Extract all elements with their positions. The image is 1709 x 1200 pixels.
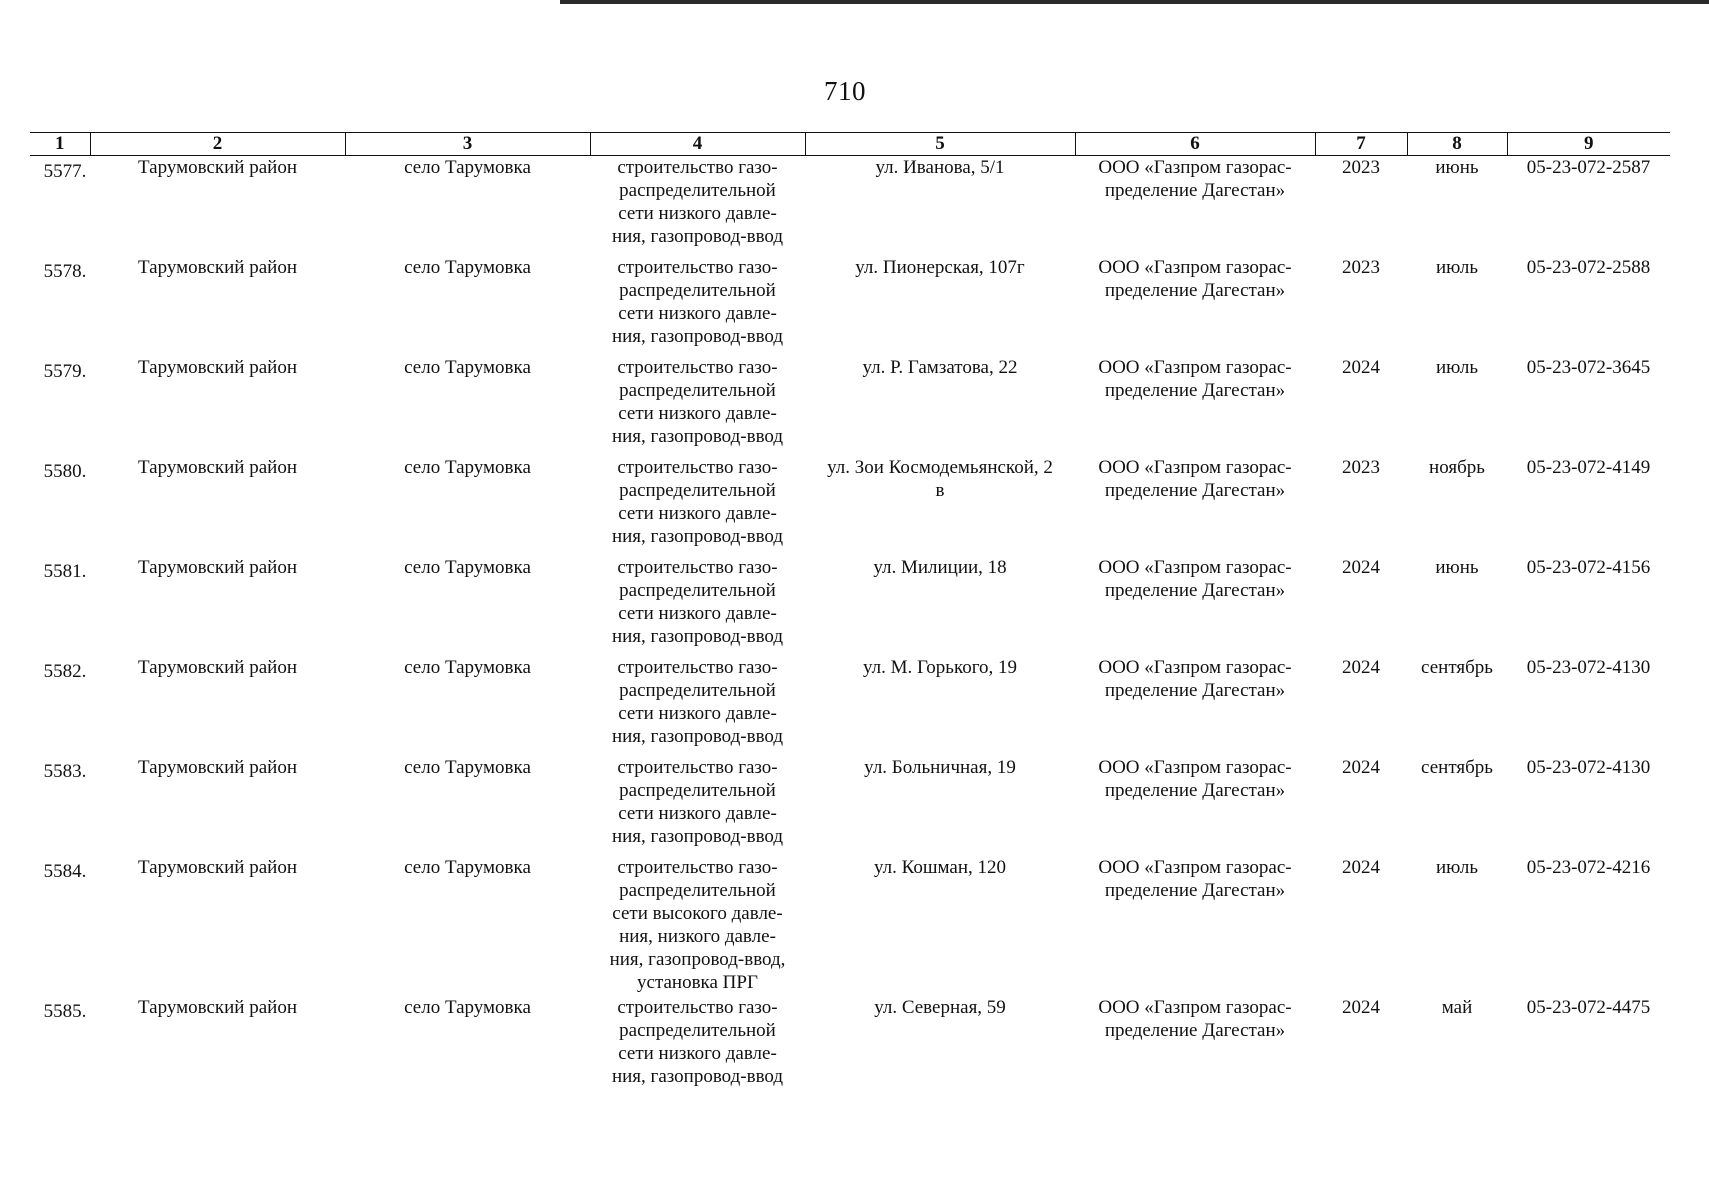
row-number: 5584. (43, 860, 87, 882)
table-row (30, 856, 1670, 996)
address-cell-line: в (935, 479, 945, 501)
work-description-cell-line: распределительной (619, 279, 776, 301)
table-row (30, 156, 1670, 256)
work-description-cell-line: сети низкого давле- (618, 302, 777, 324)
row-number: 5581. (43, 560, 87, 582)
page-top-edge (560, 0, 1709, 4)
column-header: 3 (345, 133, 590, 156)
organization-cell-line: ООО «Газпром газорас- (1098, 656, 1292, 678)
district-cell: Тарумовский район (138, 856, 297, 878)
column-header: 4 (590, 133, 805, 156)
organization-cell (1075, 656, 1315, 756)
district-cell: Тарумовский район (138, 157, 297, 178)
address-cell-line: ул. Зои Космодемьянской, 2 (827, 456, 1053, 478)
table-row (30, 456, 1670, 556)
year-cell: 2023 (1342, 157, 1380, 178)
organization-cell-line: ООО «Газпром газорас- (1098, 157, 1292, 178)
organization-cell (1075, 996, 1315, 1096)
work-description-cell-line: распределительной (619, 879, 776, 901)
work-description-cell-line: сети низкого давле- (618, 502, 777, 524)
address-cell (805, 756, 1075, 856)
work-description-cell-line: сети низкого давле- (618, 802, 777, 824)
work-description-cell (590, 156, 805, 256)
organization-cell-line: пределение Дагестан» (1104, 579, 1286, 601)
work-description-cell-line: ния, низкого давле- (619, 925, 776, 947)
organization-cell (1075, 256, 1315, 356)
column-header: 2 (90, 133, 345, 156)
organization-cell-line: пределение Дагестан» (1104, 779, 1286, 801)
organization-cell (1075, 756, 1315, 856)
code-cell: 05-23-072-2587 (1526, 157, 1651, 178)
organization-cell-line: пределение Дагестан» (1104, 1019, 1286, 1041)
organization-cell (1075, 456, 1315, 556)
work-description-cell-line: ния, газопровод-ввод (611, 625, 784, 647)
year-cell: 2024 (1342, 556, 1380, 578)
work-description-cell (590, 996, 805, 1096)
row-number: 5578. (43, 260, 87, 282)
table-row (30, 996, 1670, 1096)
work-description-cell-line: строительство газо- (617, 656, 778, 678)
year-cell: 2024 (1342, 656, 1380, 678)
work-description-cell-line: ния, газопровод-ввод (611, 226, 784, 247)
work-description-cell-line: сети низкого давле- (618, 1042, 777, 1064)
organization-cell-line: пределение Дагестан» (1104, 180, 1286, 201)
year-cell: 2024 (1342, 856, 1380, 878)
address-cell (805, 856, 1075, 996)
organization-cell-line: ООО «Газпром газорас- (1098, 356, 1292, 378)
work-description-cell-line: сети низкого давле- (618, 702, 777, 724)
work-description-cell-line: ния, газопровод-ввод (611, 1065, 784, 1087)
district-cell: Тарумовский район (138, 996, 297, 1018)
address-cell (805, 556, 1075, 656)
address-cell (805, 356, 1075, 456)
address-cell (805, 156, 1075, 256)
year-cell: 2023 (1342, 256, 1380, 278)
table-row (30, 556, 1670, 656)
organization-cell (1075, 356, 1315, 456)
work-description-cell-line: строительство газо- (617, 996, 778, 1018)
work-description-cell-line: распределительной (619, 479, 776, 501)
settlement-cell: село Тарумовка (404, 996, 531, 1018)
work-description-cell-line: ния, газопровод-ввод (611, 825, 784, 847)
work-description-cell-line: установка ПРГ (637, 971, 758, 993)
settlement-cell: село Тарумовка (404, 356, 531, 378)
work-description-cell-line: распределительной (619, 180, 776, 201)
row-number: 5577. (43, 161, 87, 182)
address-cell-line: ул. Иванова, 5/1 (875, 157, 1005, 178)
row-number: 5580. (43, 460, 87, 482)
organization-cell-line: ООО «Газпром газорас- (1098, 996, 1292, 1018)
settlement-cell: село Тарумовка (404, 157, 531, 178)
month-cell: июль (1435, 256, 1479, 278)
work-description-cell-line: ния, газопровод-ввод (611, 525, 784, 547)
month-cell: июнь (1435, 556, 1479, 578)
work-description-cell (590, 756, 805, 856)
year-cell: 2024 (1342, 756, 1380, 778)
organization-cell-line: ООО «Газпром газорас- (1098, 556, 1292, 578)
column-header: 5 (805, 133, 1075, 156)
work-description-cell-line: сети низкого давле- (618, 602, 777, 624)
month-cell: июль (1435, 356, 1479, 378)
address-cell (805, 456, 1075, 556)
work-description-cell (590, 656, 805, 756)
work-description-cell (590, 556, 805, 656)
work-description-cell-line: сети низкого давле- (618, 402, 777, 424)
registry-table (30, 132, 1670, 1096)
settlement-cell: село Тарумовка (404, 756, 531, 778)
work-description-cell-line: строительство газо- (617, 356, 778, 378)
code-cell: 05-23-072-4156 (1526, 556, 1651, 578)
month-cell: сентябрь (1421, 656, 1493, 678)
row-number: 5583. (43, 760, 87, 782)
work-description-cell-line: строительство газо- (617, 556, 778, 578)
work-description-cell (590, 256, 805, 356)
organization-cell-line: пределение Дагестан» (1104, 679, 1286, 701)
month-cell: июнь (1435, 157, 1479, 178)
work-description-cell-line: распределительной (619, 679, 776, 701)
column-header: 7 (1315, 133, 1407, 156)
organization-cell-line: ООО «Газпром газорас- (1098, 256, 1292, 278)
table-row (30, 756, 1670, 856)
column-header: 1 (30, 133, 90, 156)
address-cell-line: ул. Р. Гамзатова, 22 (862, 356, 1018, 378)
code-cell: 05-23-072-4216 (1526, 856, 1651, 878)
year-cell: 2024 (1342, 996, 1380, 1018)
work-description-cell-line: строительство газо- (617, 456, 778, 478)
code-cell: 05-23-072-4130 (1526, 756, 1651, 778)
code-cell: 05-23-072-4149 (1526, 456, 1651, 478)
code-cell: 05-23-072-3645 (1526, 356, 1651, 378)
month-cell: май (1441, 996, 1473, 1018)
address-cell-line: ул. Больничная, 19 (864, 756, 1016, 778)
month-cell: июль (1435, 856, 1479, 878)
work-description-cell-line: ния, газопровод-ввод (611, 425, 784, 447)
organization-cell (1075, 156, 1315, 256)
address-cell (805, 256, 1075, 356)
organization-cell-line: ООО «Газпром газорас- (1098, 856, 1292, 878)
organization-cell-line: пределение Дагестан» (1104, 379, 1286, 401)
work-description-cell-line: сети низкого давле- (618, 203, 777, 224)
address-cell-line: ул. Пионерская, 107г (855, 256, 1025, 278)
address-cell (805, 656, 1075, 756)
organization-cell-line: пределение Дагестан» (1104, 279, 1286, 301)
address-cell-line: ул. Северная, 59 (874, 996, 1006, 1018)
work-description-cell-line: ния, газопровод-ввод (611, 325, 784, 347)
organization-cell-line: ООО «Газпром газорас- (1098, 756, 1292, 778)
district-cell: Тарумовский район (138, 256, 297, 278)
district-cell: Тарумовский район (138, 656, 297, 678)
work-description-cell-line: распределительной (619, 779, 776, 801)
organization-cell-line: пределение Дагестан» (1104, 879, 1286, 901)
settlement-cell: село Тарумовка (404, 256, 531, 278)
work-description-cell-line: строительство газо- (617, 856, 778, 878)
work-description-cell-line: сети высокого давле- (612, 902, 783, 924)
code-cell: 05-23-072-4130 (1526, 656, 1651, 678)
organization-cell-line: ООО «Газпром газорас- (1098, 456, 1292, 478)
month-cell: сентябрь (1421, 756, 1493, 778)
work-description-cell-line: строительство газо- (617, 756, 778, 778)
work-description-cell (590, 356, 805, 456)
work-description-cell-line: распределительной (619, 579, 776, 601)
table-row (30, 656, 1670, 756)
column-header: 6 (1075, 133, 1315, 156)
address-cell-line: ул. М. Горького, 19 (862, 656, 1018, 678)
year-cell: 2023 (1342, 456, 1380, 478)
row-number: 5585. (43, 1000, 87, 1022)
district-cell: Тарумовский район (138, 556, 297, 578)
address-cell (805, 996, 1075, 1096)
settlement-cell: село Тарумовка (404, 556, 531, 578)
work-description-cell-line: строительство газо- (617, 157, 778, 178)
work-description-cell (590, 456, 805, 556)
work-description-cell-line: ния, газопровод-ввод, (609, 948, 786, 970)
table-row (30, 356, 1670, 456)
address-cell-line: ул. Кошман, 120 (874, 856, 1006, 878)
district-cell: Тарумовский район (138, 456, 297, 478)
organization-cell (1075, 556, 1315, 656)
month-cell: ноябрь (1429, 456, 1485, 478)
work-description-cell (590, 856, 805, 996)
work-description-cell-line: распределительной (619, 379, 776, 401)
table-row (30, 256, 1670, 356)
column-number-header (30, 133, 1670, 156)
column-header: 9 (1507, 133, 1670, 156)
organization-cell-line: пределение Дагестан» (1104, 479, 1286, 501)
organization-cell (1075, 856, 1315, 996)
settlement-cell: село Тарумовка (404, 456, 531, 478)
work-description-cell-line: строительство газо- (617, 256, 778, 278)
district-cell: Тарумовский район (138, 756, 297, 778)
page-number: 710 (824, 76, 866, 106)
settlement-cell: село Тарумовка (404, 656, 531, 678)
address-cell-line: ул. Милиции, 18 (873, 556, 1007, 578)
district-cell: Тарумовский район (138, 356, 297, 378)
year-cell: 2024 (1342, 356, 1380, 378)
row-number: 5579. (43, 360, 87, 382)
code-cell: 05-23-072-2588 (1526, 256, 1651, 278)
work-description-cell-line: распределительной (619, 1019, 776, 1041)
settlement-cell: село Тарумовка (404, 856, 531, 878)
code-cell: 05-23-072-4475 (1526, 996, 1651, 1018)
row-number: 5582. (43, 660, 87, 682)
column-header: 8 (1407, 133, 1507, 156)
work-description-cell-line: ния, газопровод-ввод (611, 725, 784, 747)
